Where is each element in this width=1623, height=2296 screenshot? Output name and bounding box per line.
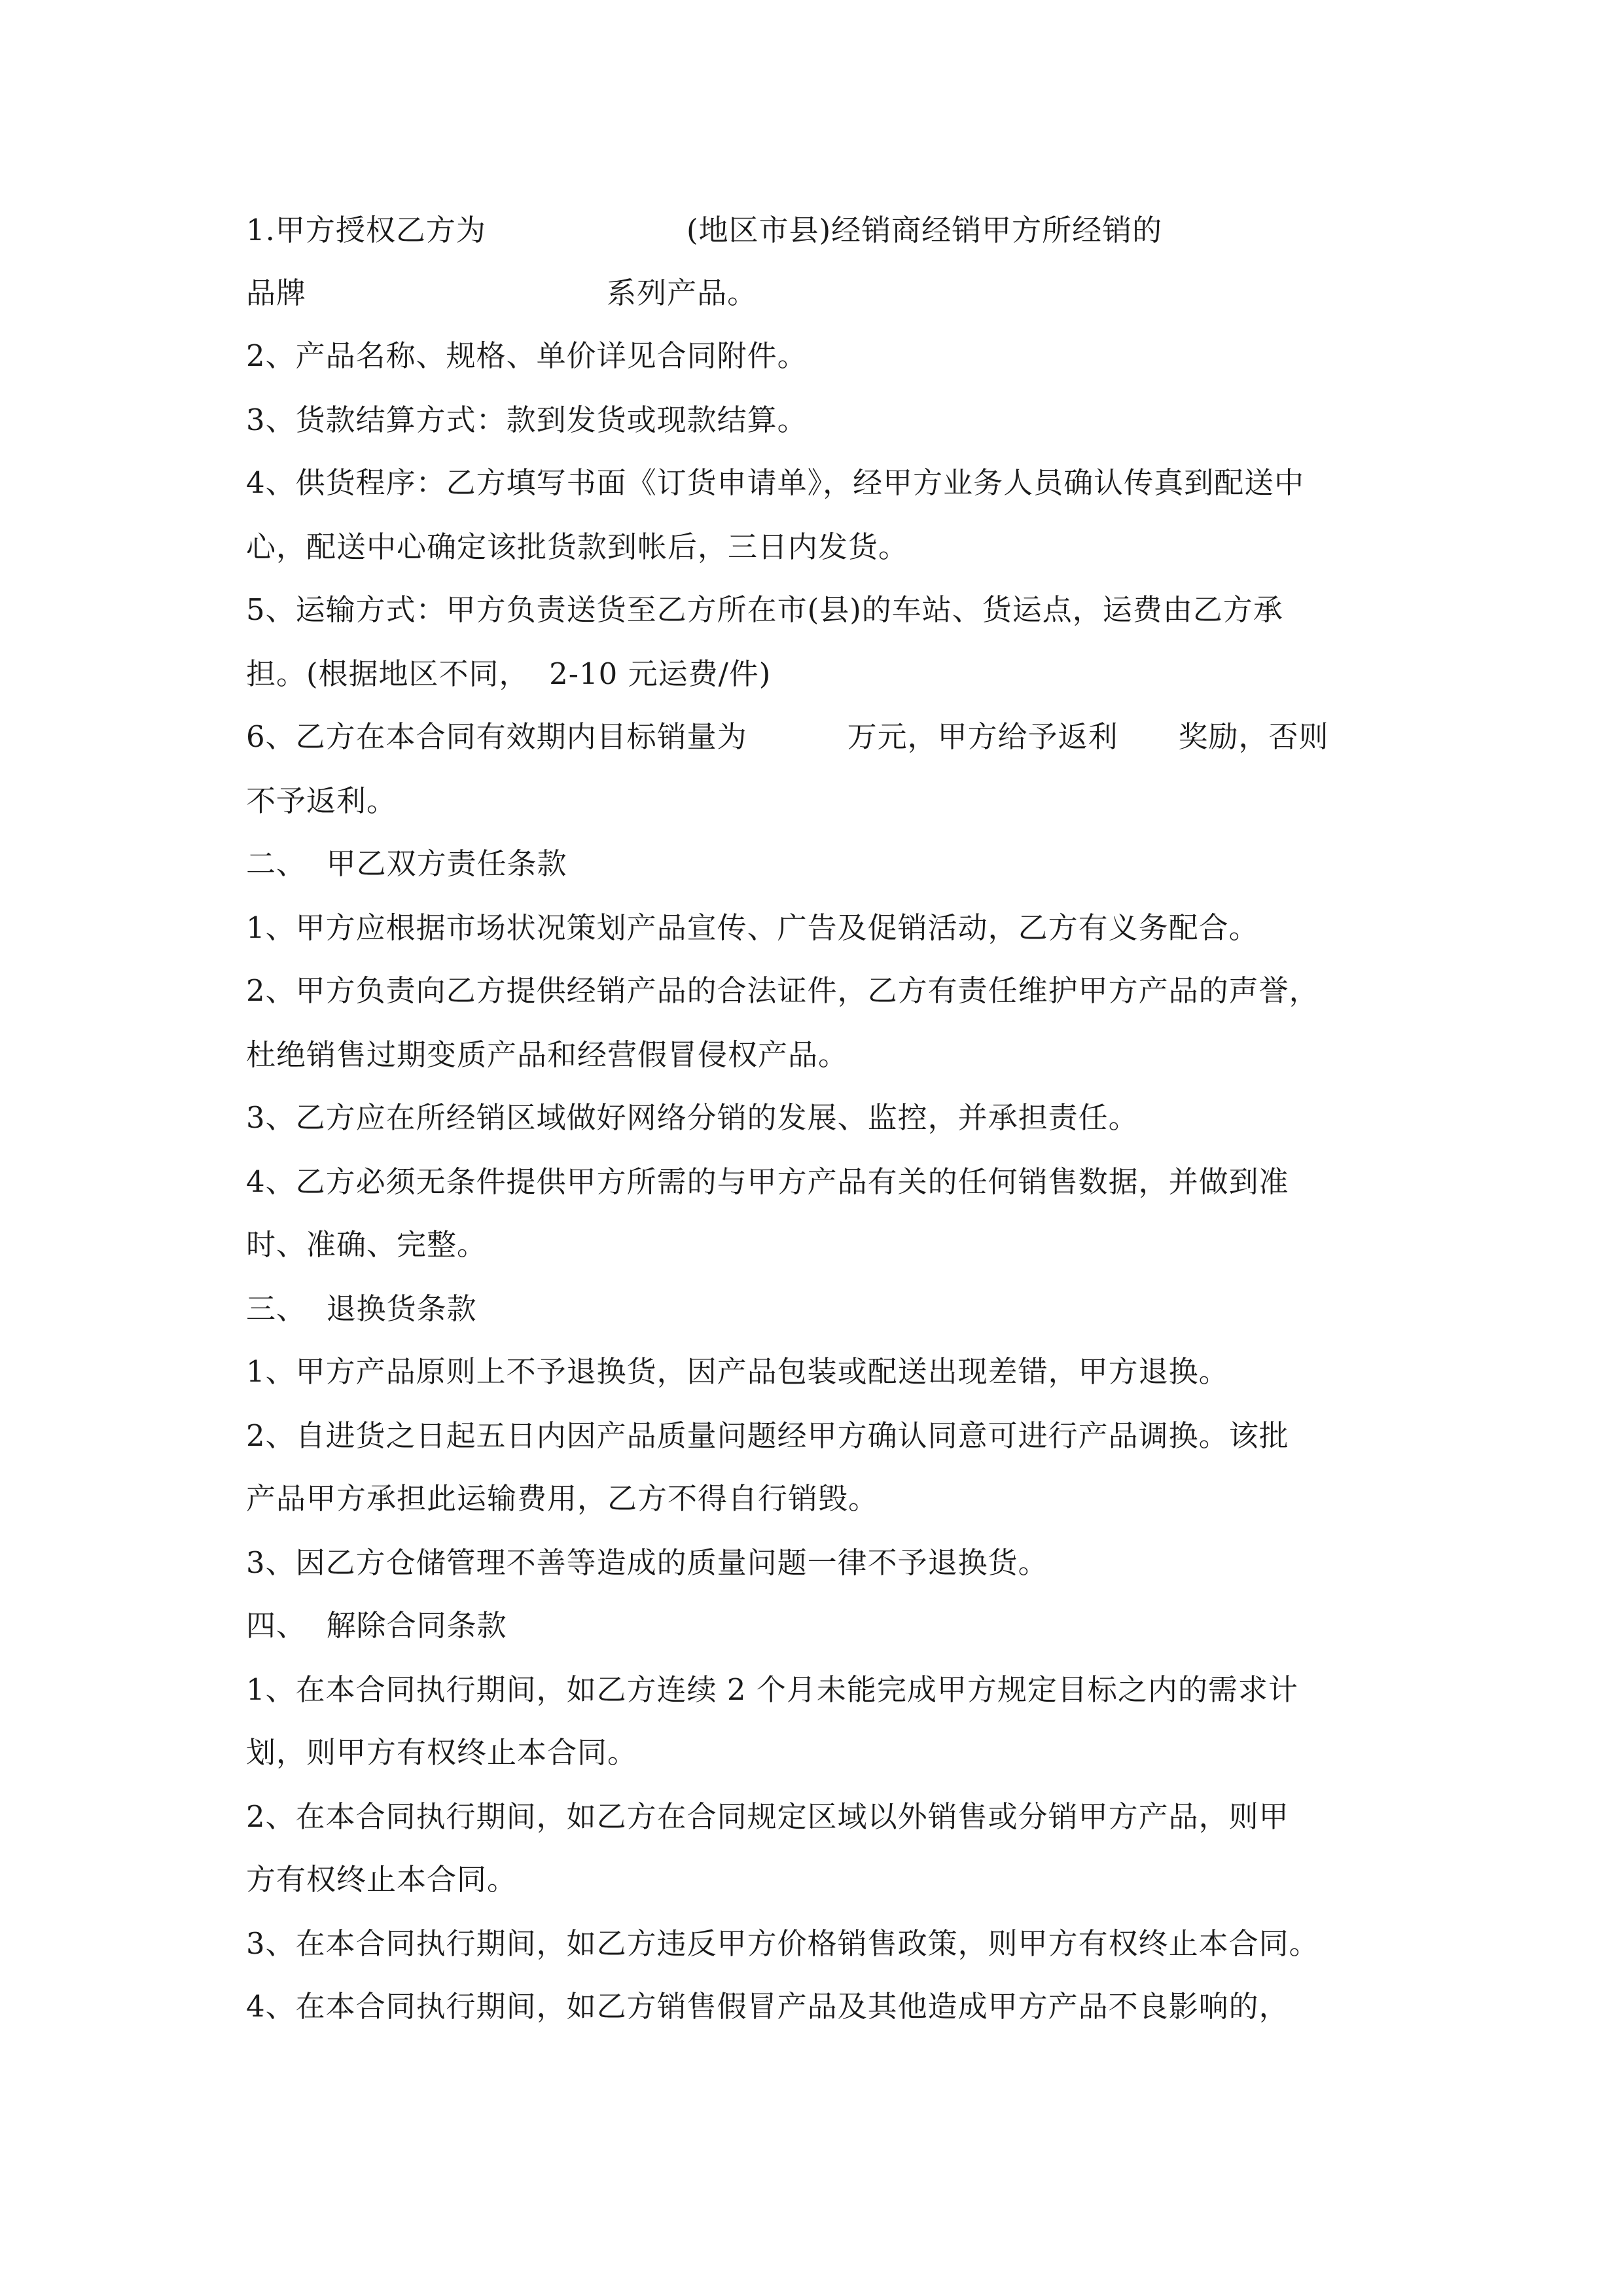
clause-6-target-line-2: 不予返利。	[246, 783, 397, 818]
clause-4-supply-line-1: 4、供货程序：乙方填写书面《订货申请单》，经甲方业务人员确认传真到配送中	[246, 465, 1305, 500]
section-2-item-4-line-2: 时、准确、完整。	[246, 1227, 488, 1262]
section-3-item-3: 3、因乙方仓储管理不善等造成的质量问题一律不予退换货。	[246, 1545, 1048, 1580]
clause-1-brand: 品牌 系列产品。	[246, 276, 758, 310]
section-2-item-4-line-1: 4、乙方必须无条件提供甲方所需的与甲方产品有关的任何销售数据，并做到准	[246, 1164, 1289, 1199]
clause-4-supply-line-2: 心，配送中心确定该批货款到帐后，三日内发货。	[246, 529, 909, 564]
section-4-item-1-line-1: 1、在本合同执行期间，如乙方连续 2 个月未能完成甲方规定目标之内的需求计	[246, 1672, 1298, 1707]
section-3-item-2-line-2: 产品甲方承担此运输费用，乙方不得自行销毁。	[246, 1481, 879, 1516]
clause-2-product-specs: 2、产品名称、规格、单价详见合同附件。	[246, 338, 808, 373]
section-3-item-1: 1、甲方产品原则上不予退换货，因产品包装或配送出现差错，甲方退换。	[246, 1354, 1229, 1389]
section-2-item-2-line-2: 杜绝销售过期变质产品和经营假冒侵权产品。	[246, 1037, 849, 1072]
section-2-heading: 二、 甲乙双方责任条款	[246, 846, 567, 881]
section-4-item-2-line-2: 方有权终止本合同。	[246, 1862, 518, 1897]
section-2-item-3: 3、乙方应在所经销区域做好网络分销的发展、监控，并承担责任。	[246, 1100, 1139, 1135]
clause-1-authorization: 1.甲方授权乙方为 (地区市县)经销商经销甲方所经销的	[246, 213, 1163, 247]
section-4-item-3: 3、在本合同执行期间，如乙方违反甲方价格销售政策，则甲方有权终止本合同。	[246, 1926, 1319, 1961]
section-3-heading: 三、 退换货条款	[246, 1291, 477, 1326]
section-4-item-4-line-1: 4、在本合同执行期间，如乙方销售假冒产品及其他造成甲方产品不良影响的，	[246, 1989, 1289, 2024]
clause-6-target-line-1: 6、乙方在本合同有效期内目标销量为 万元，甲方给予返利 奖励，否则	[246, 719, 1329, 754]
section-2-item-1: 1、甲方应根据市场状况策划产品宣传、广告及促销活动，乙方有义务配合。	[246, 910, 1259, 945]
section-4-item-2-line-1: 2、在本合同执行期间，如乙方在合同规定区域以外销售或分销甲方产品，则甲	[246, 1799, 1289, 1834]
section-4-heading: 四、 解除合同条款	[246, 1608, 507, 1643]
section-3-item-2-line-1: 2、自进货之日起五日内因产品质量问题经甲方确认同意可进行产品调换。该批	[246, 1418, 1289, 1453]
clause-3-payment: 3、货款结算方式：款到发货或现款结算。	[246, 403, 808, 437]
clause-5-transport-line-2: 担。(根据地区不同， 2-10 元运费/件)	[246, 656, 772, 691]
clause-5-transport-line-1: 5、运输方式：甲方负责送货至乙方所在市(县)的车站、货运点，运费由乙方承	[246, 592, 1283, 627]
section-4-item-1-line-2: 划，则甲方有权终止本合同。	[246, 1735, 638, 1770]
section-2-item-2-line-1: 2、甲方负责向乙方提供经销产品的合法证件，乙方有责任维护甲方产品的声誉，	[246, 973, 1319, 1008]
